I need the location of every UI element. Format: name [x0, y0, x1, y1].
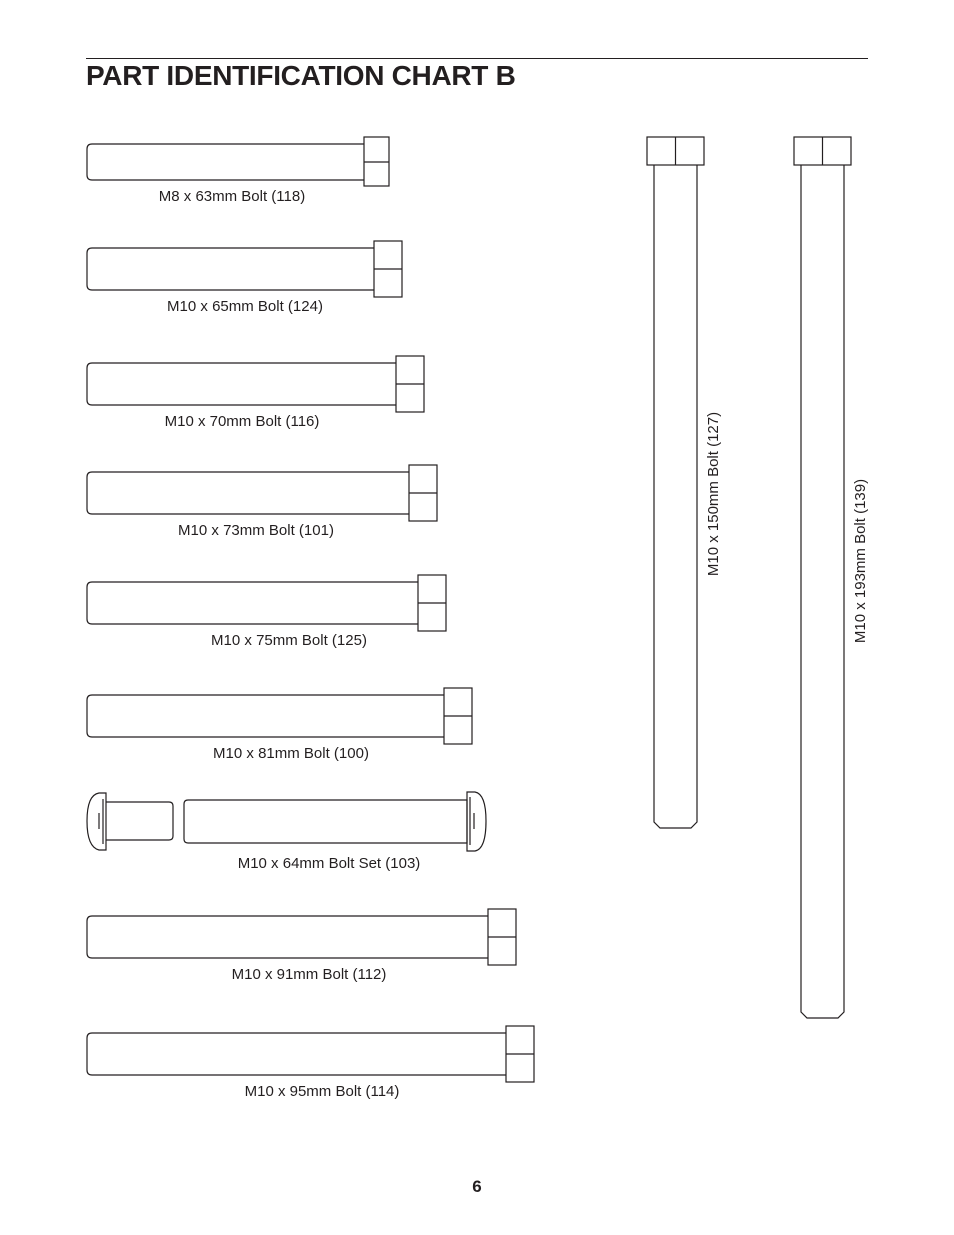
part-label-125: M10 x 75mm Bolt (125) [211, 632, 367, 649]
part-label-116: M10 x 70mm Bolt (116) [164, 413, 320, 430]
bolt-100-drawing [87, 688, 472, 744]
part-label-100: M10 x 81mm Bolt (100) [213, 745, 369, 762]
part-label-118: M8 x 63mm Bolt (118) [158, 188, 306, 205]
page-number: 6 [472, 1177, 482, 1196]
bolt-118-drawing [87, 137, 389, 186]
part-label-124: M10 x 65mm Bolt (124) [167, 298, 323, 315]
bolt-112-drawing [87, 909, 516, 965]
part-label-127: M10 x 150mm Bolt (127) [705, 411, 722, 577]
bolt-116-drawing [87, 356, 424, 412]
part-label-101: M10 x 73mm Bolt (101) [178, 522, 334, 539]
bolt-139-drawing [794, 137, 851, 1018]
part-label-103: M10 x 64mm Bolt Set (103) [237, 855, 421, 872]
bolt-125-drawing [87, 575, 446, 631]
bolt-127-drawing [647, 137, 704, 828]
bolt-101-drawing [87, 465, 437, 521]
part-label-112: M10 x 91mm Bolt (112) [231, 966, 387, 983]
bolt-114-drawing [87, 1026, 534, 1082]
bolt-set-103-drawing [87, 792, 486, 851]
part-label-139: M10 x 193mm Bolt (139) [852, 478, 869, 644]
part-label-114: M10 x 95mm Bolt (114) [244, 1083, 400, 1100]
bolt-124-drawing [87, 241, 402, 297]
page-title: PART IDENTIFICATION CHART B [86, 60, 516, 91]
